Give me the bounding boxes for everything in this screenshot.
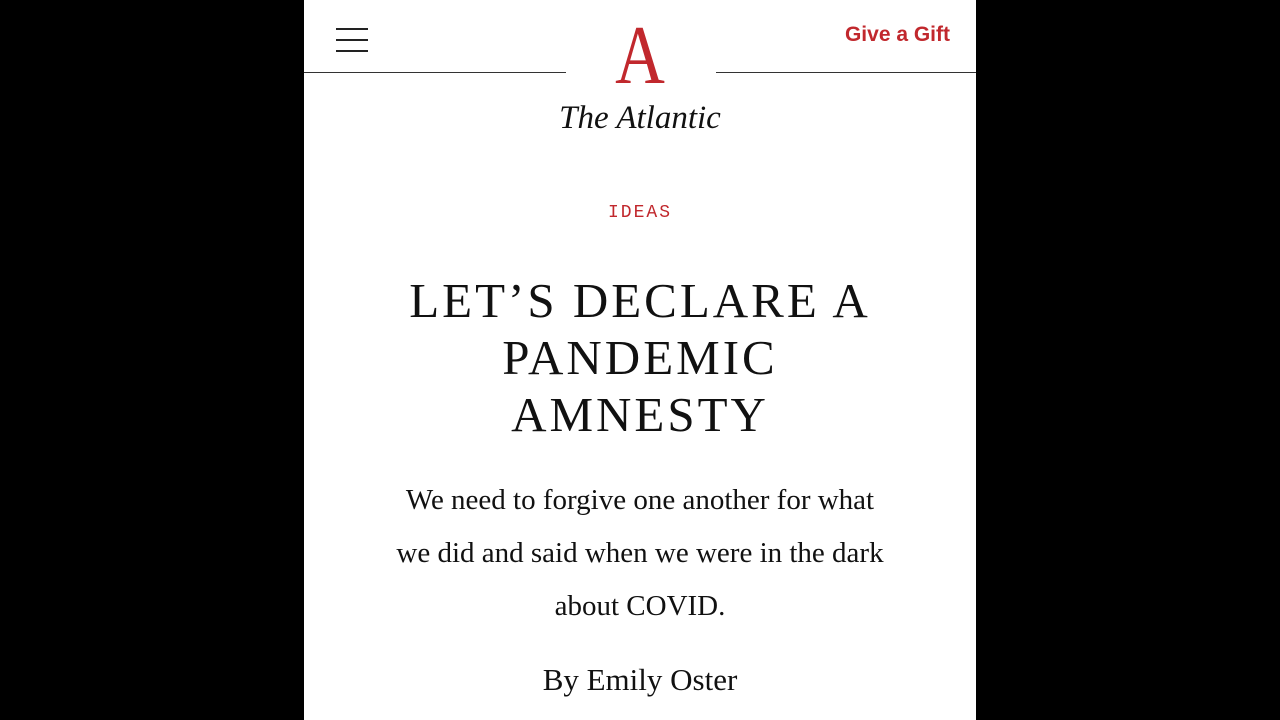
section-label[interactable]: IDEAS [607, 203, 672, 223]
dek-line: We need to forgive one another for what [405, 484, 875, 516]
headline-line: AMNESTY [511, 387, 769, 442]
hamburger-menu-icon[interactable] [334, 26, 370, 56]
dek-line: we did and said when we were in the dark [396, 537, 884, 569]
author-link[interactable]: Emily Oster [586, 662, 738, 697]
headline-line: PANDEMIC [502, 330, 778, 385]
menu-bar [336, 39, 368, 41]
byline-prefix: By [542, 662, 579, 697]
header-divider-right [716, 72, 976, 73]
give-a-gift-link[interactable]: Give a Gift [844, 23, 950, 46]
byline [304, 660, 976, 700]
headline-line: LET’S DECLARE A [409, 273, 871, 328]
menu-bar [336, 50, 368, 52]
atlantic-logo-text[interactable]: The Atlantic [559, 100, 721, 136]
article-headline [340, 272, 940, 443]
menu-bar [336, 28, 368, 30]
article-dek [340, 474, 940, 633]
article-page [304, 0, 976, 720]
header-divider-left [304, 72, 566, 73]
atlantic-logo-mark[interactable]: A [615, 9, 665, 102]
dek-line: about COVID. [554, 590, 726, 622]
